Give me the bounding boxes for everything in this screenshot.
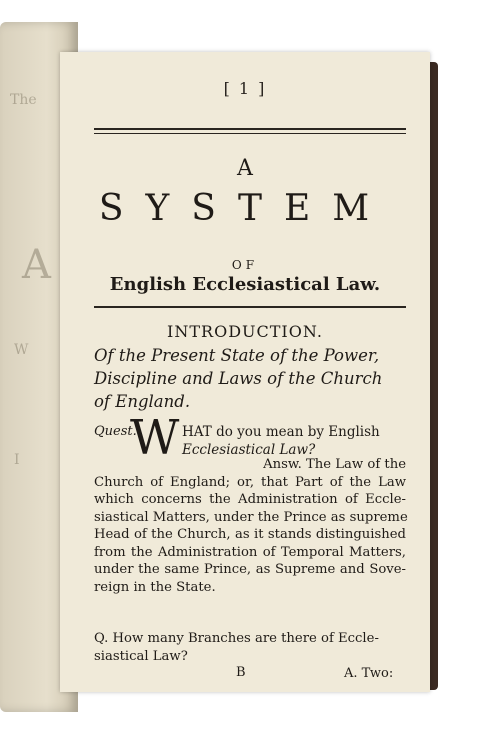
title-subject: English Ecclesiastical Law. xyxy=(109,274,381,295)
subtitle-line: of England. xyxy=(94,392,191,411)
answer-line: Head of the Church, as it stands distinguished xyxy=(94,527,406,542)
drop-capital: W xyxy=(130,410,180,466)
page-number: [ 1 ] xyxy=(223,79,267,98)
answer-line: siastical Matters, under the Prince as supreme xyxy=(94,509,408,525)
left-page-fragment: A xyxy=(22,242,51,288)
question-line: Q. How many Branches are there of Eccle- xyxy=(94,631,379,646)
answer-line: under the same Prince, as Supreme and Sove- xyxy=(94,562,406,577)
book-page xyxy=(60,52,430,692)
title-article: A xyxy=(237,156,253,181)
answer-line: Answ. The Law of the xyxy=(263,457,406,472)
header-rule-bottom xyxy=(94,133,406,134)
header-rule-top xyxy=(94,128,406,130)
answer-line: which concerns the Administration of Eccle- xyxy=(94,492,406,507)
left-page-fragment: W xyxy=(14,342,29,358)
answer-line: Church of England; or, that Part of the Law xyxy=(94,474,406,490)
answer-line: from the Administration of Temporal Matters, xyxy=(94,544,406,560)
section-heading: INTRODUCTION. xyxy=(167,322,323,341)
question-line: Ecclesiastical Law? xyxy=(182,442,316,458)
question-line: HAT do you mean by English xyxy=(182,424,380,440)
answer-line: reign in the State. xyxy=(94,579,216,595)
subtitle-line: Of the Present State of the Power, xyxy=(94,346,380,365)
title-main: SYSTEM xyxy=(98,188,392,229)
signature-mark: B xyxy=(236,665,246,680)
left-page-fragment: I xyxy=(14,452,20,468)
question-line: siastical Law? xyxy=(94,648,188,664)
quest-label: Quest. xyxy=(94,424,137,439)
title-of: OF xyxy=(231,258,259,272)
section-subtitle xyxy=(94,344,414,413)
catchword: A. Two: xyxy=(344,666,394,681)
question-paragraph xyxy=(94,630,406,665)
answer-paragraph xyxy=(94,456,406,596)
left-page-fragment: The xyxy=(10,92,37,108)
title-rule xyxy=(94,306,406,308)
subtitle-line: Discipline and Laws of the Church xyxy=(94,369,383,388)
